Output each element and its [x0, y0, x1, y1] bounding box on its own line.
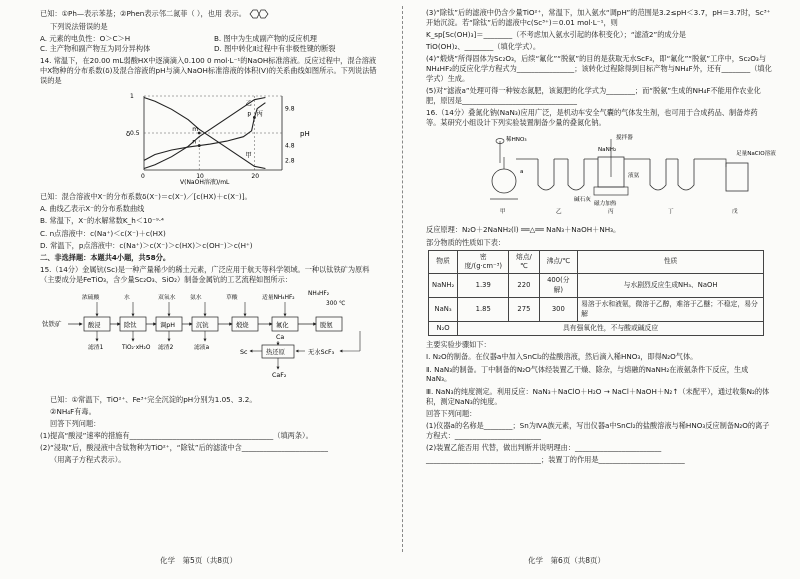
- q14-option-c: C. n点溶液中：c(Na⁺)＜c(X⁻)＋c(HX): [40, 228, 166, 238]
- table-cell: 具有强氧化性，不与酸或碱反应: [458, 321, 764, 335]
- table-header-cell: 物质: [429, 250, 458, 274]
- q14-option-b: B. 常温下，X⁻的水解常数K_h＜10⁻⁹·⁴: [40, 216, 164, 226]
- q15-stem: 15.（14分）金属钪(Sc)是一种产量稀少的稀土元素，广泛应用于航天等科学领域。一种以钛铁矿为原料（主要成分是FeTiO₃，含少量Sc₂O₃、SiO₂）制备金属钪的工艺流程如图所示：: [40, 264, 370, 284]
- table-cell: 1.39: [458, 274, 509, 298]
- table-cell: NaN₃: [429, 298, 458, 322]
- x-tick-label: 10: [196, 173, 204, 181]
- apparatus-label: 丁: [668, 209, 674, 216]
- flow-waste-label: 滤渣1: [88, 344, 104, 351]
- table-cell: 易溶于水和液氨，微溶于乙醇，难溶于乙醚；不稳定，易分解: [578, 298, 764, 322]
- table-cell: 1.85: [458, 298, 509, 322]
- step-2: Ⅱ. NaN₃的制备。丁中制备的N₂O气体经装置乙干燥、除杂，与熔融的NaNH₂在液氨条件下反应，生成NaN₃。: [426, 364, 749, 384]
- series-label: 乙: [245, 99, 252, 108]
- q15-part-2: (2)“浸取”后，酸浸液中含钛物种为TiO²⁺，“除钛”后的滤渣中含________________________: [40, 443, 328, 453]
- reaction-principle: 反应原理：N₂O＋2NaNH₂(l) ══△══ NaN₃＋NaOH＋NH₃。: [426, 225, 621, 235]
- properties-table: [428, 250, 764, 337]
- y-axis-left-label: δ: [126, 130, 131, 139]
- flow-sc-label: Sc: [240, 348, 248, 356]
- flow-hot-reduction: 热还原: [266, 348, 285, 356]
- flow-reagent-label: 水: [124, 294, 130, 301]
- flow-node-label: 沉钪: [196, 321, 209, 329]
- apparatus-label: 足量NaClO溶液: [736, 151, 776, 158]
- y-axis-right-label: pH: [300, 130, 310, 139]
- flow-node-label: 煅烧: [236, 321, 249, 329]
- x-tick-label: 20: [251, 173, 260, 181]
- table-header-cell: 性质: [578, 250, 764, 274]
- q15-part-3c: TiO(OH)₂、________（填化学式）。: [426, 42, 541, 52]
- flow-waste-label: 滤渣2: [158, 344, 174, 351]
- q15-answer-intro: 回答下列问题：: [50, 418, 101, 428]
- apparatus-label: 稀HNO₃: [506, 137, 527, 144]
- apparatus-label: NaNH₂: [598, 147, 617, 154]
- q14-option-d: D. 常温下，p点溶液中：c(Na⁺)＞c(X⁻)＞c(HX)＞c(OH⁻)＞c(H⁺): [40, 240, 253, 250]
- q13-options: [40, 34, 380, 54]
- table-row: [429, 274, 764, 298]
- y-left-tick-label: 0.5: [130, 130, 140, 138]
- q16-part-1: (1)仪器a的名称是________；Sn为ⅣA族元素，写出仪器a中SnCl₂的盐酸溶液与稀HNO₃反应制备N₂O的离子方程式：________________________: [426, 420, 770, 440]
- q16-part-2: (2)装置乙能否用 代替，做出判断并说明理由：________________________: [426, 442, 662, 452]
- table-header-cell: 沸点/℃: [539, 250, 578, 274]
- q15-part-3: (3)“除钛”后的滤液中仍含少量TiO²⁺，常温下，加入氨水“调pH”的范围是3.2≤pH＜3.7，pH＝3.7时，Sc³⁺开始沉淀。若“除钛”后的滤液中c(Sc³⁺)＝0.01 mol·L⁻¹，则: [426, 8, 771, 27]
- table-caption: 部分物质的性质如下表：: [426, 237, 506, 247]
- section-2-heading: 二、非选择题：本题共4小题，共58分。: [40, 252, 171, 262]
- table-header-cell: 密度/(g·cm⁻³): [458, 250, 509, 274]
- steps-title: 主要实验步骤如下：: [426, 340, 491, 350]
- series-label: 丙: [256, 109, 263, 118]
- q16-answer-intro: 回答下列问题：: [426, 408, 477, 418]
- q14-chart: [110, 90, 320, 186]
- flow-raw-label: 钛铁矿: [42, 319, 62, 328]
- apparatus-label: a: [520, 169, 524, 176]
- flow-anhydrous-scf3: 无水ScF₃: [308, 348, 335, 356]
- series-label: 甲: [245, 151, 252, 160]
- flow-ca-label: Ca: [276, 333, 285, 341]
- q14-option-a: A. 曲线乙表示X⁻的分布系数曲线: [40, 204, 145, 214]
- q13-option-a: A. 元素的电负性：O＞C＞H: [40, 34, 131, 44]
- flow-reagent-label: 适量NH₄HF₂: [262, 294, 295, 301]
- right-column: [426, 8, 776, 467]
- y-right-tick-label: 2.8: [285, 157, 295, 165]
- q14-known: 已知：混合溶液中X⁻的分布系数δ(X⁻)＝c(X⁻)／[c(HX)＋c(X⁻)]。: [40, 192, 252, 202]
- flow-reagent-label: 双氧水: [158, 294, 176, 301]
- y-left-tick-label: 1: [130, 93, 134, 101]
- q15-known-1: 已知：①常温下，TiO²⁺、Fe³⁺完全沉淀的pH分别为1.05、3.2。: [50, 394, 257, 404]
- apparatus-label: 碱石灰: [574, 197, 591, 204]
- step-3: Ⅲ. NaN₃的纯度测定。利用反应：NaN₃＋NaClO＋H₂O → NaCl＋NaOH＋N₂↑（未配平），通过收集N₂的体积，测定NaN₃的纯度。: [426, 386, 770, 406]
- q16-apparatus: [486, 133, 776, 219]
- table-cell: 与水剧烈反应生成NH₃、NaOH: [578, 274, 764, 298]
- flow-node-label: 酸浸: [88, 321, 101, 329]
- flow-reagent-label: 浓硫酸: [82, 294, 100, 301]
- flow-waste-label: 滤液a: [194, 344, 210, 351]
- table-cell: 300: [539, 298, 578, 322]
- table-cell: N₂O: [429, 321, 458, 335]
- flow-node-label: 脱氨: [320, 321, 333, 329]
- flow-node-label: 调pH: [160, 321, 176, 329]
- q15-part-3b: K_sp[Sc(OH)₃]＝________（不考虑加入氨水引起的体积变化）；“滤渣2”的成分是: [426, 30, 686, 40]
- flow-caf2-label: CaF₂: [272, 371, 287, 379]
- flow-waste-label: TiO₂·xH₂O: [122, 344, 151, 351]
- flow-node-label: 除钛: [124, 321, 137, 329]
- apparatus-label: 丙: [608, 209, 614, 216]
- table-header-row: [429, 250, 764, 274]
- apparatus-label: 甲: [500, 209, 506, 216]
- q13-option-c: C. 主产物和副产物互为同分异构体: [40, 44, 151, 54]
- q16-part-2b: ________________________________；装置丁的作用是________________________: [426, 454, 685, 464]
- flow-reagent-label: 草酸: [226, 294, 238, 301]
- flow-reagent-label: NH₄HF₂: [308, 290, 330, 297]
- table-cell: 220: [509, 274, 539, 298]
- step-1: Ⅰ. N₂O的制备。在仪器a中加入SnCl₂的盐酸溶液，然后滴入稀HNO₃，即得N₂O气体。: [426, 352, 698, 362]
- q15-flowchart: [40, 289, 380, 389]
- point-marker: [198, 132, 201, 135]
- note-text: 已知：①Ph—表示苯基；②Phen表示邻二氮菲（ ），也用 表示。: [40, 8, 380, 20]
- flow-reagent-label: 300 ℃: [326, 300, 346, 307]
- table-cell: 400(分解): [539, 274, 578, 298]
- point-label: m: [192, 126, 199, 134]
- column-divider: [402, 6, 403, 552]
- apparatus-label: 液氨: [628, 173, 640, 180]
- q15-part-2b: （用离子方程式表示）。: [50, 455, 126, 465]
- page-footer-right: 化学 第6页（共8页）: [528, 556, 606, 565]
- table-row: [429, 298, 764, 322]
- q15-part-5: (5)对“滤液a”处理可得一种铵态氮肥，该氮肥的化学式为________；而“脱氨”生成的NH₄F不能用作农业化肥，原因是________________________________: [426, 86, 761, 106]
- q14-stem: 14. 常温下，在20.00 mL弱酸HX中逐滴滴入0.100 0 mol·L⁻¹的NaOH标准溶液。反应过程中，混合溶液中X物种的分布系数(δ)及混合溶液的pH与滴入NaOH标准溶液的体积(V)的关系曲线如图所示。下列说法错误的是: [40, 56, 377, 86]
- x-tick-label: 0: [141, 173, 145, 181]
- table-header-cell: 熔点/℃: [509, 250, 539, 274]
- apparatus-label: 搅拌器: [616, 135, 633, 142]
- page-footer-left: 化学 第5页（共8页）: [160, 556, 238, 565]
- apparatus-label: 乙: [556, 209, 562, 216]
- point-marker: [253, 116, 256, 119]
- q13-option-b: B. 图中为生成副产物的反应机理: [214, 34, 317, 44]
- q13-stem: 下列说法错误的是: [50, 22, 108, 32]
- point-label: n: [192, 138, 197, 146]
- flow-reagent-label: 氨水: [190, 294, 202, 301]
- q15-part-4: (4)“煅烧”所得固体为Sc₂O₃，后续“氟化”“脱氨”的目的是获取无水ScF₃，即“氟化”“脱氨”工序中，Sc₂O₃与NH₄HF₂的反应化学方程式为________________；该转化过程除得到目标产物与NH₄F外，还有________（填化学式）生成。: [426, 54, 772, 84]
- table-row: [429, 321, 764, 335]
- table-cell: NaNH₂: [429, 274, 458, 298]
- y-right-tick-label: 4.8: [285, 142, 295, 150]
- left-column: [40, 8, 380, 467]
- point-marker: [198, 144, 201, 147]
- phen-structure-icon: [248, 8, 270, 20]
- q13-option-d: D. 图中转化Ⅱ过程中有非极性键的断裂: [214, 44, 336, 54]
- flow-node-label: 氟化: [276, 321, 289, 329]
- x-axis-label: V(NaOH溶液)/mL: [180, 179, 230, 187]
- apparatus-label: 戊: [732, 209, 738, 216]
- point-label: p: [247, 110, 252, 118]
- y-right-tick-label: 9.8: [285, 105, 295, 113]
- table-cell: 275: [509, 298, 539, 322]
- q15-part-1: (1)提高“酸浸”速率的措施有________________________________________（填两条）。: [40, 431, 313, 441]
- q16-stem: 16.（14分）叠氮化钠(NaN₃)应用广泛，是机动车安全气囊的气体发生剂，也可用于合成药品、制备炸药等。某研究小组设计下列实验装置制备少量的叠氮化钠。: [426, 108, 758, 128]
- q15-known-2: ②NH₄F有毒。: [50, 406, 96, 416]
- apparatus-label: 磁力加热: [594, 201, 617, 208]
